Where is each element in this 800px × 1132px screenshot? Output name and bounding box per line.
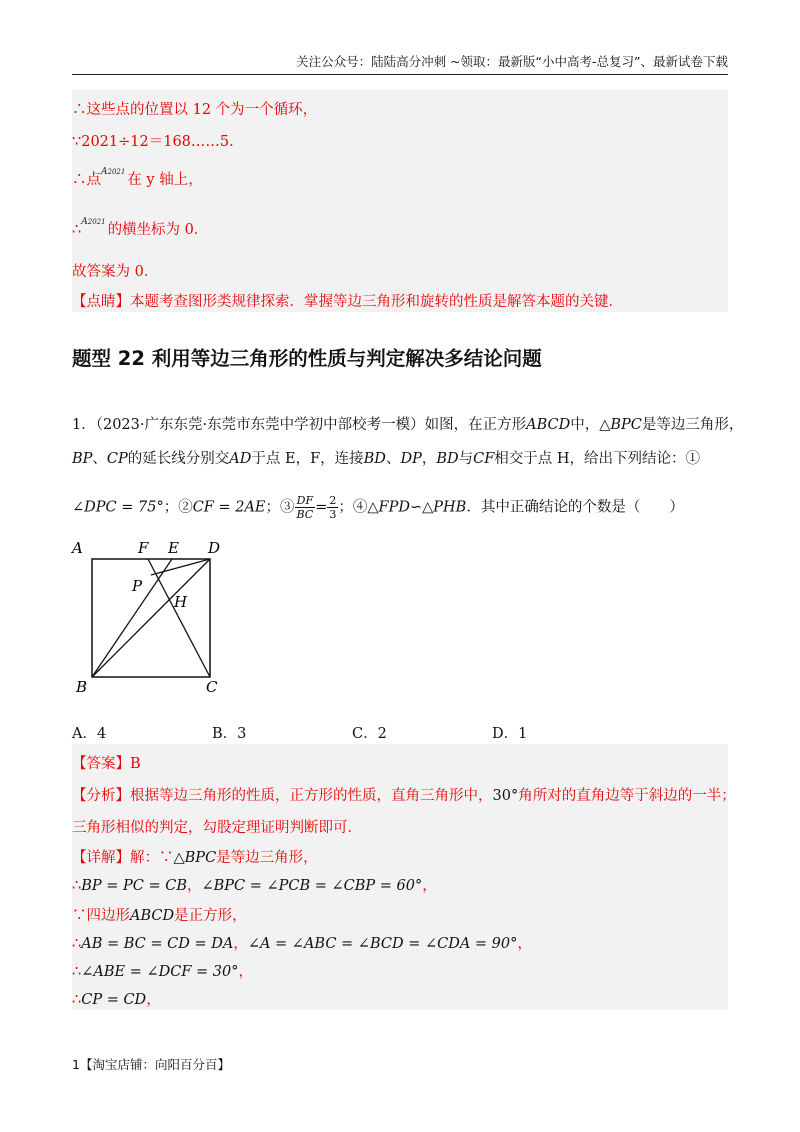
a-text: 【分析】根据等边三角形的性质，正方形的性质，直角三角形中， [72,788,493,804]
a-math: BP = PC = CB [81,878,187,894]
q-text: ．其中正确结论的个数是（ ） [466,499,684,516]
detail-line-1 [72,846,318,867]
q-math: ABCD [526,417,571,433]
a-text: ∴ [72,878,82,894]
sub-letter: A [101,167,108,177]
question-line-3 [72,494,684,521]
a-text: ， [422,878,437,894]
prev-line-1: ∴这些点的位置以 12 个为一个循环， [72,102,318,118]
prev-line-4 [72,218,208,239]
a-text: 角所对的直角边等于斜边的一半； [518,788,736,804]
q-text: ；② [163,499,193,516]
q-math: △FPD∽△PHB [367,499,467,516]
q-text: 的延长线分别交 [127,451,230,467]
page-header: 关注公众号：陆陆高分冲刺 ~领取：最新版“小中高考-总复习”、最新试卷下载 [72,52,728,75]
analysis-line-2: 三角形相似的判定，勾股定理证明判断即可． [72,820,362,836]
segment-bd [92,559,210,677]
q-text: 、 [92,451,107,467]
q-text: 于点 E，F，连接 [251,451,364,467]
sub-index: 2021 [87,218,106,226]
frac-num: 2 [329,494,337,507]
a-math: △BPC [173,850,217,866]
detail-line-2 [72,874,437,895]
a-math: ∠ABE = ∠DCF = 30° [81,964,239,980]
a-math: CP = CD [81,992,147,1008]
point-a2021 [101,167,125,177]
page-footer: 1【淘宝店铺：向阳百分百】 [72,1057,230,1072]
a-math: ∠BPC = ∠PCB = ∠CBP = 60° [201,878,423,894]
a-text: ∴ [72,936,82,952]
answer-line: 【答案】B [72,756,141,772]
a-text: ， [517,936,532,952]
geometry-figure [60,535,240,695]
choice-b: B．3 [212,726,247,742]
q-math: AD [229,451,252,467]
prev-line-3-b: 在 y 轴上， [127,172,203,188]
frac-num: DF [295,494,316,508]
detail-line-5 [72,960,253,981]
label-a: A [72,539,83,557]
a-math: ∠A = ∠ABC = ∠BCD = ∠CDA = 90° [247,936,518,952]
a-text: 是正方形， [174,908,247,924]
q-text: 中， [570,417,600,433]
label-h: H [174,593,188,611]
q-math: ∠DPC = 75° [72,499,164,516]
question-line-2 [72,447,700,468]
label-c: C [206,678,218,695]
q-math: BP [72,451,93,467]
q-math: CF [473,451,495,467]
detail-line-3 [72,904,247,925]
a-text: ∴ [72,964,82,980]
section-title: 题型 22 利用等边三角形的性质与判定解决多结论问题 [72,347,542,370]
q-math: BD [436,451,459,467]
point-a2021-2 [81,217,105,227]
label-e: E [168,539,179,557]
frac-den: BC [296,508,314,521]
fraction-df-bc [295,494,316,521]
a-math: AB = BC = CD = DA [81,936,234,952]
detail-line-4 [72,932,532,953]
sub-index: 2021 [107,168,126,176]
a-text: 【详解】解：∵ [72,850,174,866]
analysis-line-1 [72,784,736,805]
a-text: ， [146,992,161,1008]
prev-line-4-b: 的横坐标为 0． [107,222,209,238]
q-eq: = [315,499,328,516]
prev-line-3-a: ∴点 [72,172,101,188]
segment-cf [148,559,210,677]
q-math: CF = 2AE [192,499,266,516]
prev-line-3 [72,168,203,189]
q-text: 与 [458,451,474,467]
a-text: ， [186,878,202,894]
q-text: 是等边三角形， [641,417,744,433]
a-math: 30° [492,788,519,804]
prev-line-6: 【点睛】本题考查图形类规律探索．掌握等边三角形和旋转的性质是解答本题的关键． [72,294,623,310]
q-text: 、 [385,451,401,467]
q-math: △BPC [599,417,642,433]
a-text: ， [233,936,248,952]
prev-line-2: ∵2021÷12＝168……5． [72,134,244,150]
label-p: P [132,577,143,595]
frac-den: 3 [329,508,337,521]
q-text: 1．（2023·广东东莞·东莞市东莞中学初中部校考一模）如图，在正方形 [72,417,527,433]
label-b: B [76,678,88,695]
q-math: BD [363,451,386,467]
a-text: ， [238,964,253,980]
label-f: F [138,539,149,557]
prev-line-5: 故答案为 0． [72,264,159,280]
previous-solution-block [72,90,728,312]
a-math: ABCD [130,908,175,924]
choice-c: C．2 [352,726,387,742]
q-text: 相交于点 H，给出下列结论：① [494,451,701,467]
prev-line-4-a: ∴ [72,222,82,238]
answer-block [72,744,736,1010]
q-text: ；③ [265,499,295,516]
q-text: ；④ [338,499,368,516]
a-text: ∴ [72,992,82,1008]
a-text: ∵四边形 [72,908,130,924]
q-math: CP [106,451,128,467]
choice-a: A．4 [72,726,107,742]
detail-line-6 [72,988,161,1009]
a-text: 是等边三角形， [216,850,318,866]
question-line-1 [72,413,743,434]
q-text: ， [421,451,437,467]
q-math: DP [400,451,422,467]
choice-d: D．1 [492,726,528,742]
fraction-2-3 [327,494,338,521]
sub-letter: A [81,217,88,227]
label-d: D [208,539,221,557]
